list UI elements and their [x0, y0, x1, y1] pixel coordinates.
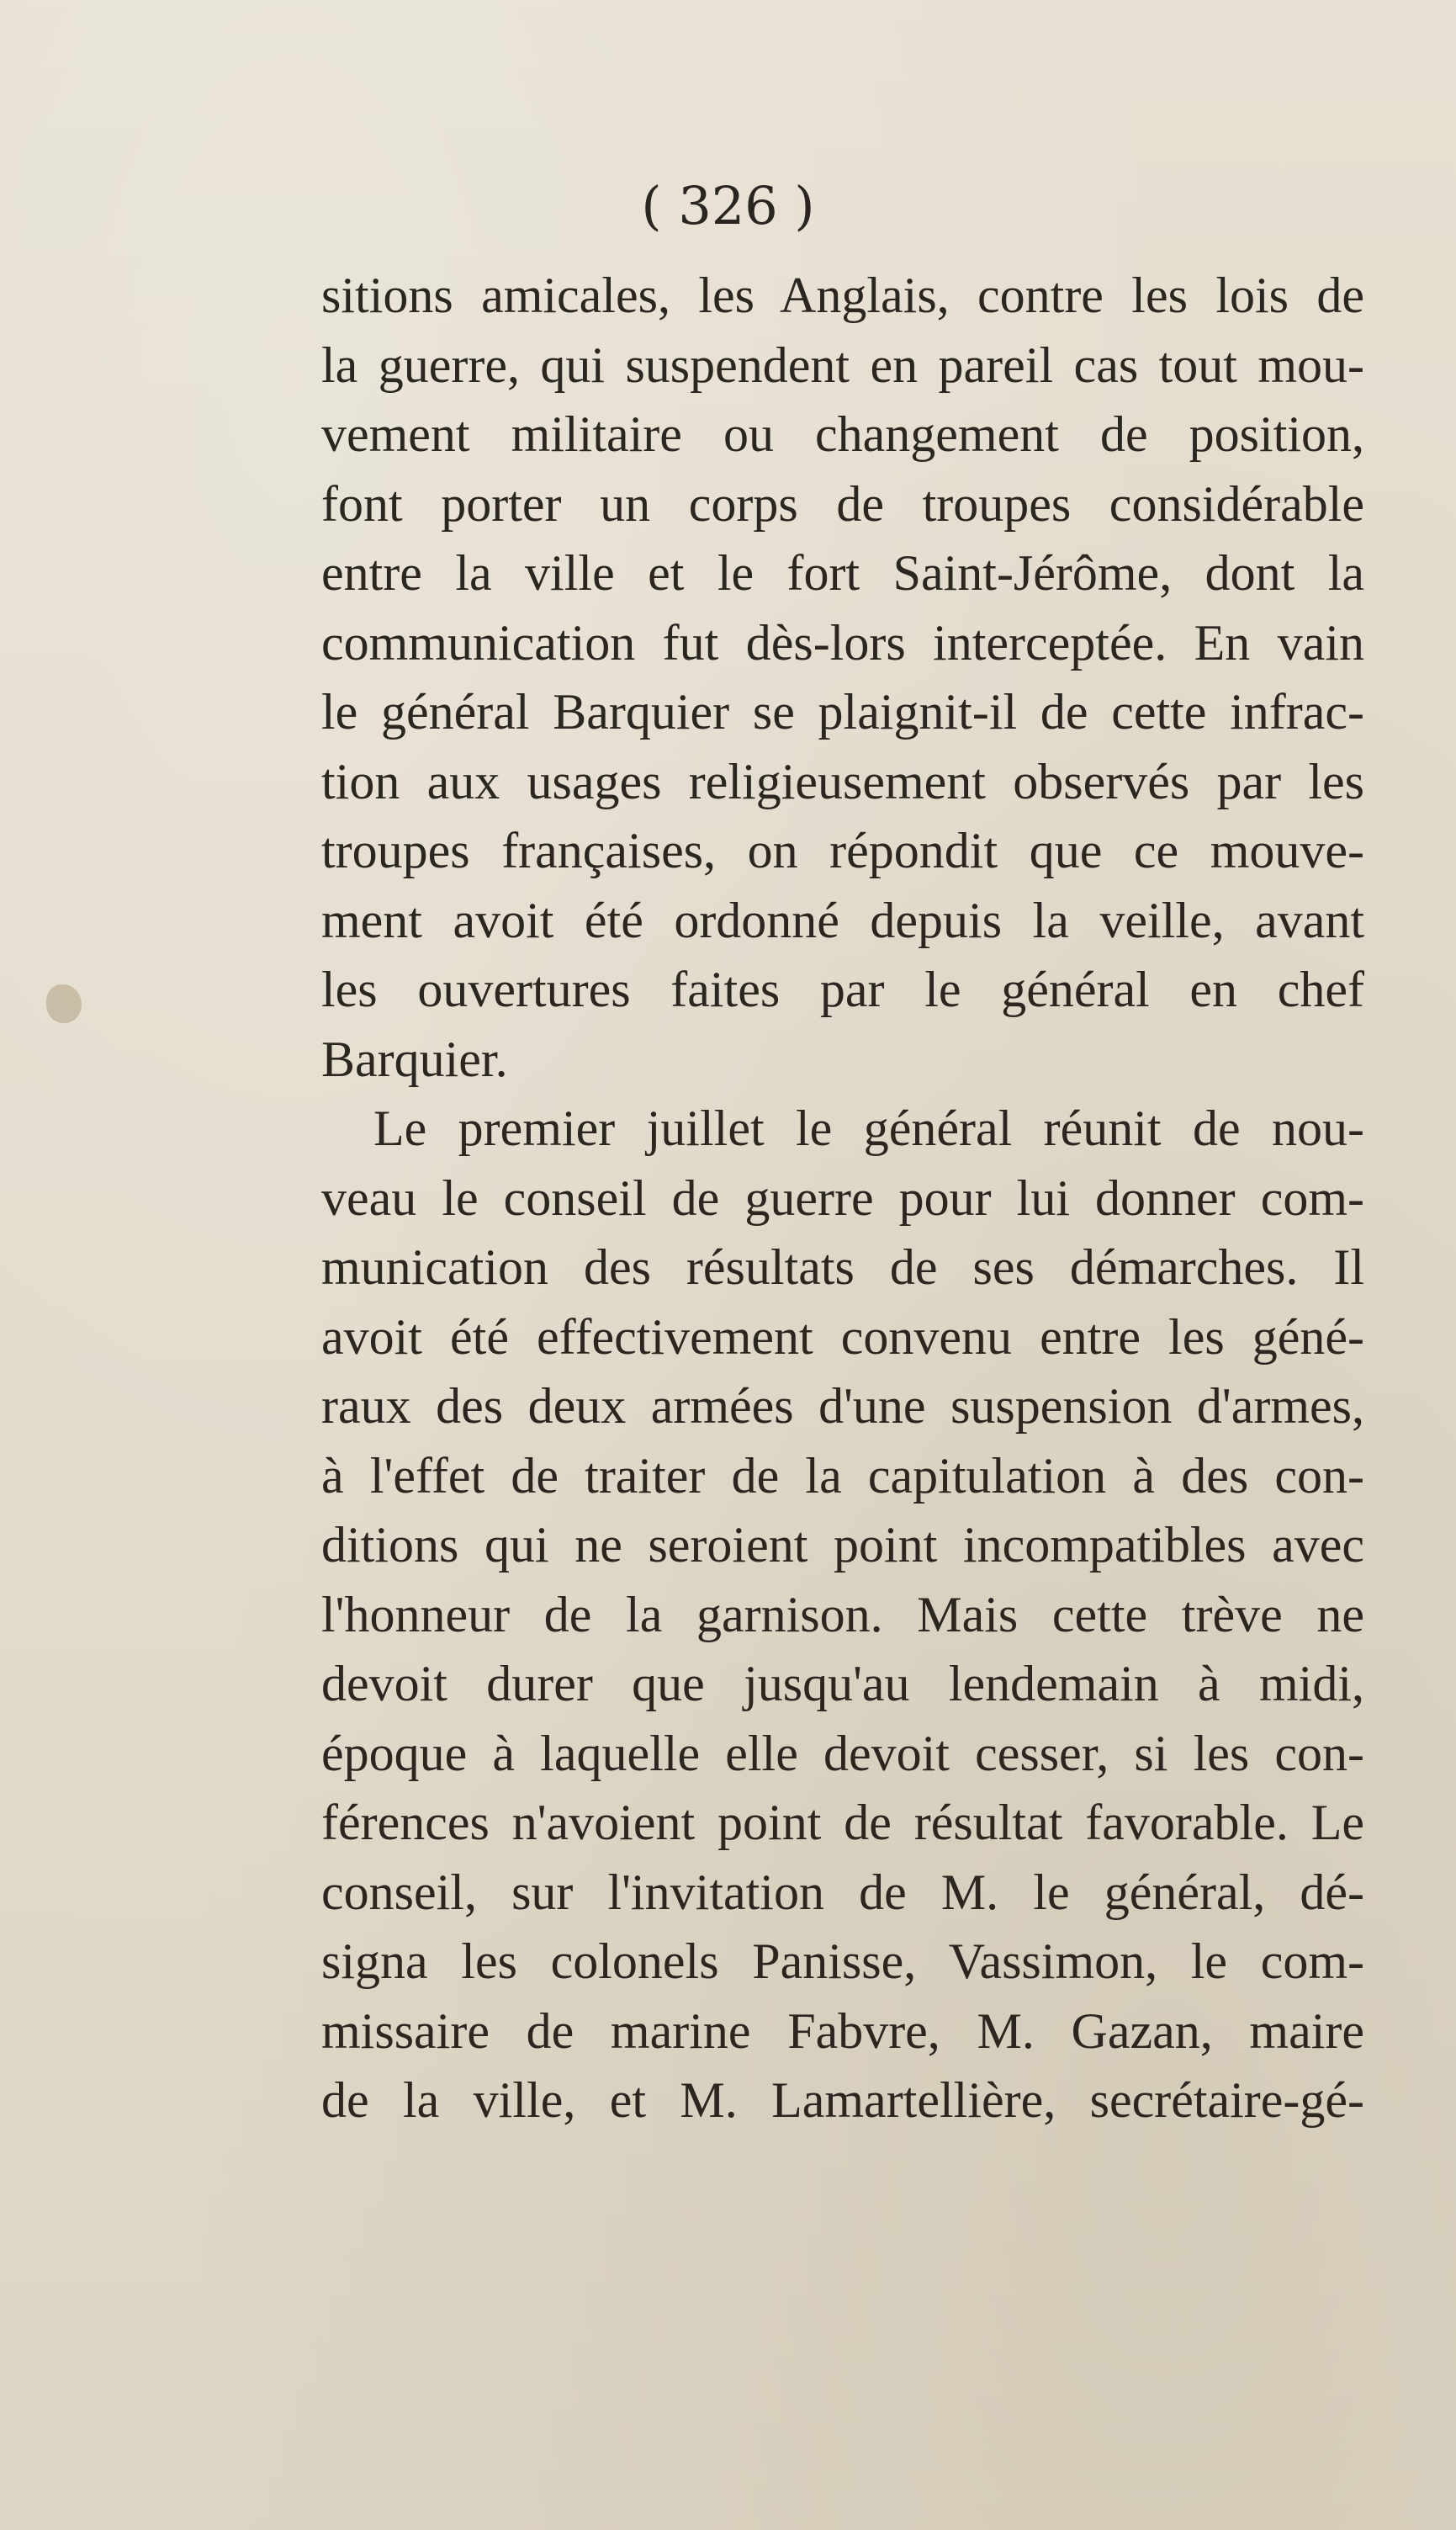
text-line: avoit été effectivement convenu entre les géné-: [321, 1308, 1364, 1365]
text-line: conseil, sur l'invitation de M. le général, dé-: [321, 1864, 1364, 1920]
text-line: missaire de marine Fabvre, M. Gazan, maire: [321, 2002, 1364, 2059]
body-text: [321, 261, 1364, 2135]
paragraph-1: [321, 261, 1364, 1094]
text-line: signa les colonels Panisse, Vassimon, le com-: [321, 1933, 1364, 1989]
text-line: vement militaire ou changement de position,: [321, 406, 1364, 462]
text-line: troupes françaises, on répondit que ce mouve-: [321, 823, 1364, 878]
paper-stain: [46, 984, 82, 1023]
text-line: le général Barquier se plaignit-il de cette infrac-: [321, 684, 1364, 740]
paragraph-2: [321, 1094, 1364, 2135]
page-number: ( 326 ): [641, 175, 815, 236]
text-line: de la ville, et M. Lamartellière, secrétaire-gé-: [321, 2072, 1364, 2128]
text-line: Le premier juillet le général réunit de nou-: [373, 1101, 1364, 1156]
text-line: Barquier.: [321, 1031, 508, 1087]
text-line: tion aux usages religieusement observés par les: [321, 753, 1364, 809]
text-line: les ouvertures faites par le général en chef: [321, 962, 1364, 1017]
text-line: ditions qui ne seroient point incompatibles avec: [321, 1517, 1364, 1573]
text-line: époque à laquelle elle devoit cesser, si les con-: [321, 1725, 1364, 1781]
text-line: à l'effet de traiter de la capitulation à des con-: [321, 1447, 1364, 1504]
text-line: munication des résultats de ses démarches. Il: [321, 1239, 1364, 1295]
text-line: veau le conseil de guerre pour lui donner com-: [321, 1170, 1364, 1226]
text-line: communication fut dès-lors interceptée. En vain: [321, 614, 1364, 671]
text-line: férences n'avoient point de résultat favorable. Le: [321, 1795, 1364, 1850]
text-line: raux des deux armées d'une suspension d'armes,: [321, 1378, 1364, 1434]
text-line: devoit durer que jusqu'au lendemain à midi,: [321, 1656, 1364, 1711]
text-line: l'honneur de la garnison. Mais cette trève ne: [321, 1586, 1364, 1642]
text-line: la guerre, qui suspendent en pareil cas tout mou-: [321, 337, 1364, 393]
text-line: ment avoit été ordonné depuis la veille, avant: [321, 892, 1364, 948]
text-line: font porter un corps de troupes considérable: [321, 475, 1364, 532]
text-line: entre la ville et le fort Saint-Jérôme, dont la: [321, 545, 1364, 601]
text-line: sitions amicales, les Anglais, contre les lois de: [321, 268, 1364, 323]
